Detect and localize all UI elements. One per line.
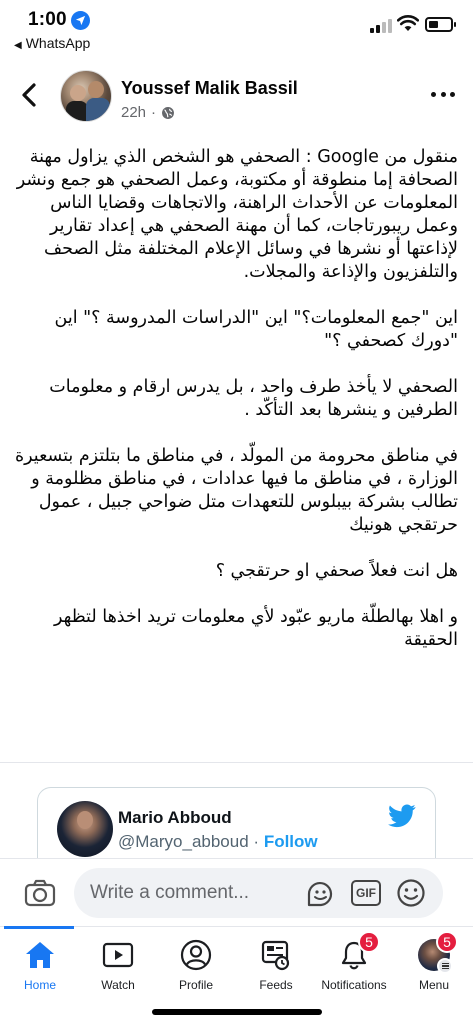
nav-watch-label: Watch [101,978,135,992]
watch-video-icon [102,939,134,971]
nav-profile[interactable] [156,927,236,997]
post-paragraph: منقول من Google : الصحفي هو الشخص الذي يزاول مهنة الصحافة إما منطوقة أو مكتوبة، وعمل الصحفي هو جمع ونشر المعلومات عن الأحداث الراهنة، والاتجاهات وقضايا الناس وعمل ريبورتاجات، كما أن مهنة الصحفي هي إعداد تقارير لإذاعتها أو نشرها في وسائل الإعلام المختلفة مثل الصحف والتلفزيون والإذاعة والمجلات. [16,147,458,282]
nav-feeds-label: Feeds [259,978,293,992]
nav-home[interactable] [0,927,80,997]
status-time: 1:00 [28,9,67,30]
author-name[interactable]: Youssef Malik Bassil [121,78,298,98]
nav-notifications-label: Notifications [321,978,387,992]
twitter-bird-icon[interactable] [388,804,416,828]
notifications-badge: 5 [358,931,380,953]
battery-icon [425,17,453,32]
back-to-app-link[interactable] [14,35,90,51]
cellular-signal-icon [370,19,392,33]
status-bar [0,0,473,56]
nav-feeds[interactable] [236,927,316,997]
globe-icon [161,106,175,120]
comment-placeholder: Write a comment... [90,882,250,903]
sticker-icon[interactable] [305,880,335,908]
nav-home-label: Home [23,978,56,992]
wifi-icon [397,14,419,32]
nav-profile-label: Profile [178,978,213,992]
post-paragraph: في مناطق محرومة من المولّد ، في مناطق ما بتلتزم بتسعيرة الوزارة ، في مناطق ما فيها عدادات ، في مناطق مظلومة و تطالب بشركة بيبلوس للتعهدات متل ضواحي جبيل ، عمول حرتقجي هونيك [14,446,458,535]
tweet-author-name[interactable]: Mario Abboud [118,808,232,827]
camera-icon[interactable] [24,879,56,907]
nav-menu[interactable] [394,927,473,997]
hamburger-icon [437,958,453,974]
post-text [14,146,458,675]
tweet-separator: · [253,832,260,851]
gif-icon[interactable]: GIF [351,880,381,906]
nav-watch[interactable] [78,927,158,997]
comment-input[interactable] [74,868,443,918]
post-paragraph: الصحفي لا يأخذ طرف واحد ، بل يدرس ارقام و معلومات الطرفين و ينشرها بعد التأكّد . [49,377,458,420]
nav-menu-label: Menu [418,978,450,992]
comment-bar [0,858,473,926]
back-triangle-icon: ◀ [14,40,22,51]
feeds-icon [260,939,292,971]
post-meta [121,104,175,121]
tweet-author-handle [118,832,318,852]
emoji-icon[interactable] [396,878,426,908]
tweet-author-avatar[interactable] [57,801,113,857]
post-header [0,64,473,128]
back-chevron-icon[interactable] [18,82,42,108]
location-arrow-icon [71,11,90,30]
home-icon [24,939,56,971]
divider [0,762,473,763]
home-indicator[interactable] [152,1009,322,1015]
menu-badge: 5 [436,931,458,953]
profile-icon [180,939,212,971]
post-paragraph: اين "جمع المعلومات؟" اين "الدراسات المدروسة ؟" اين "دورك كصحفي ؟" [54,308,458,351]
active-tab-indicator [4,926,74,929]
post-paragraph: هل انت فعلاً صحفي او حرتقجي ؟ [215,561,458,581]
follow-button[interactable]: Follow [263,832,318,851]
back-app-label: WhatsApp [25,35,91,51]
post-time[interactable]: 22h [121,104,147,121]
more-options-icon[interactable] [431,92,455,100]
tweet-handle-text[interactable]: @Maryo_abboud [118,832,249,851]
nav-notifications[interactable] [314,927,394,997]
meta-separator: · [151,104,157,121]
post-paragraph: و اهلا بهالطلّة ماريو عبّود لأي معلومات تريد اخذها لتظهر الحقيقة [53,607,458,650]
author-avatar[interactable] [60,70,112,122]
